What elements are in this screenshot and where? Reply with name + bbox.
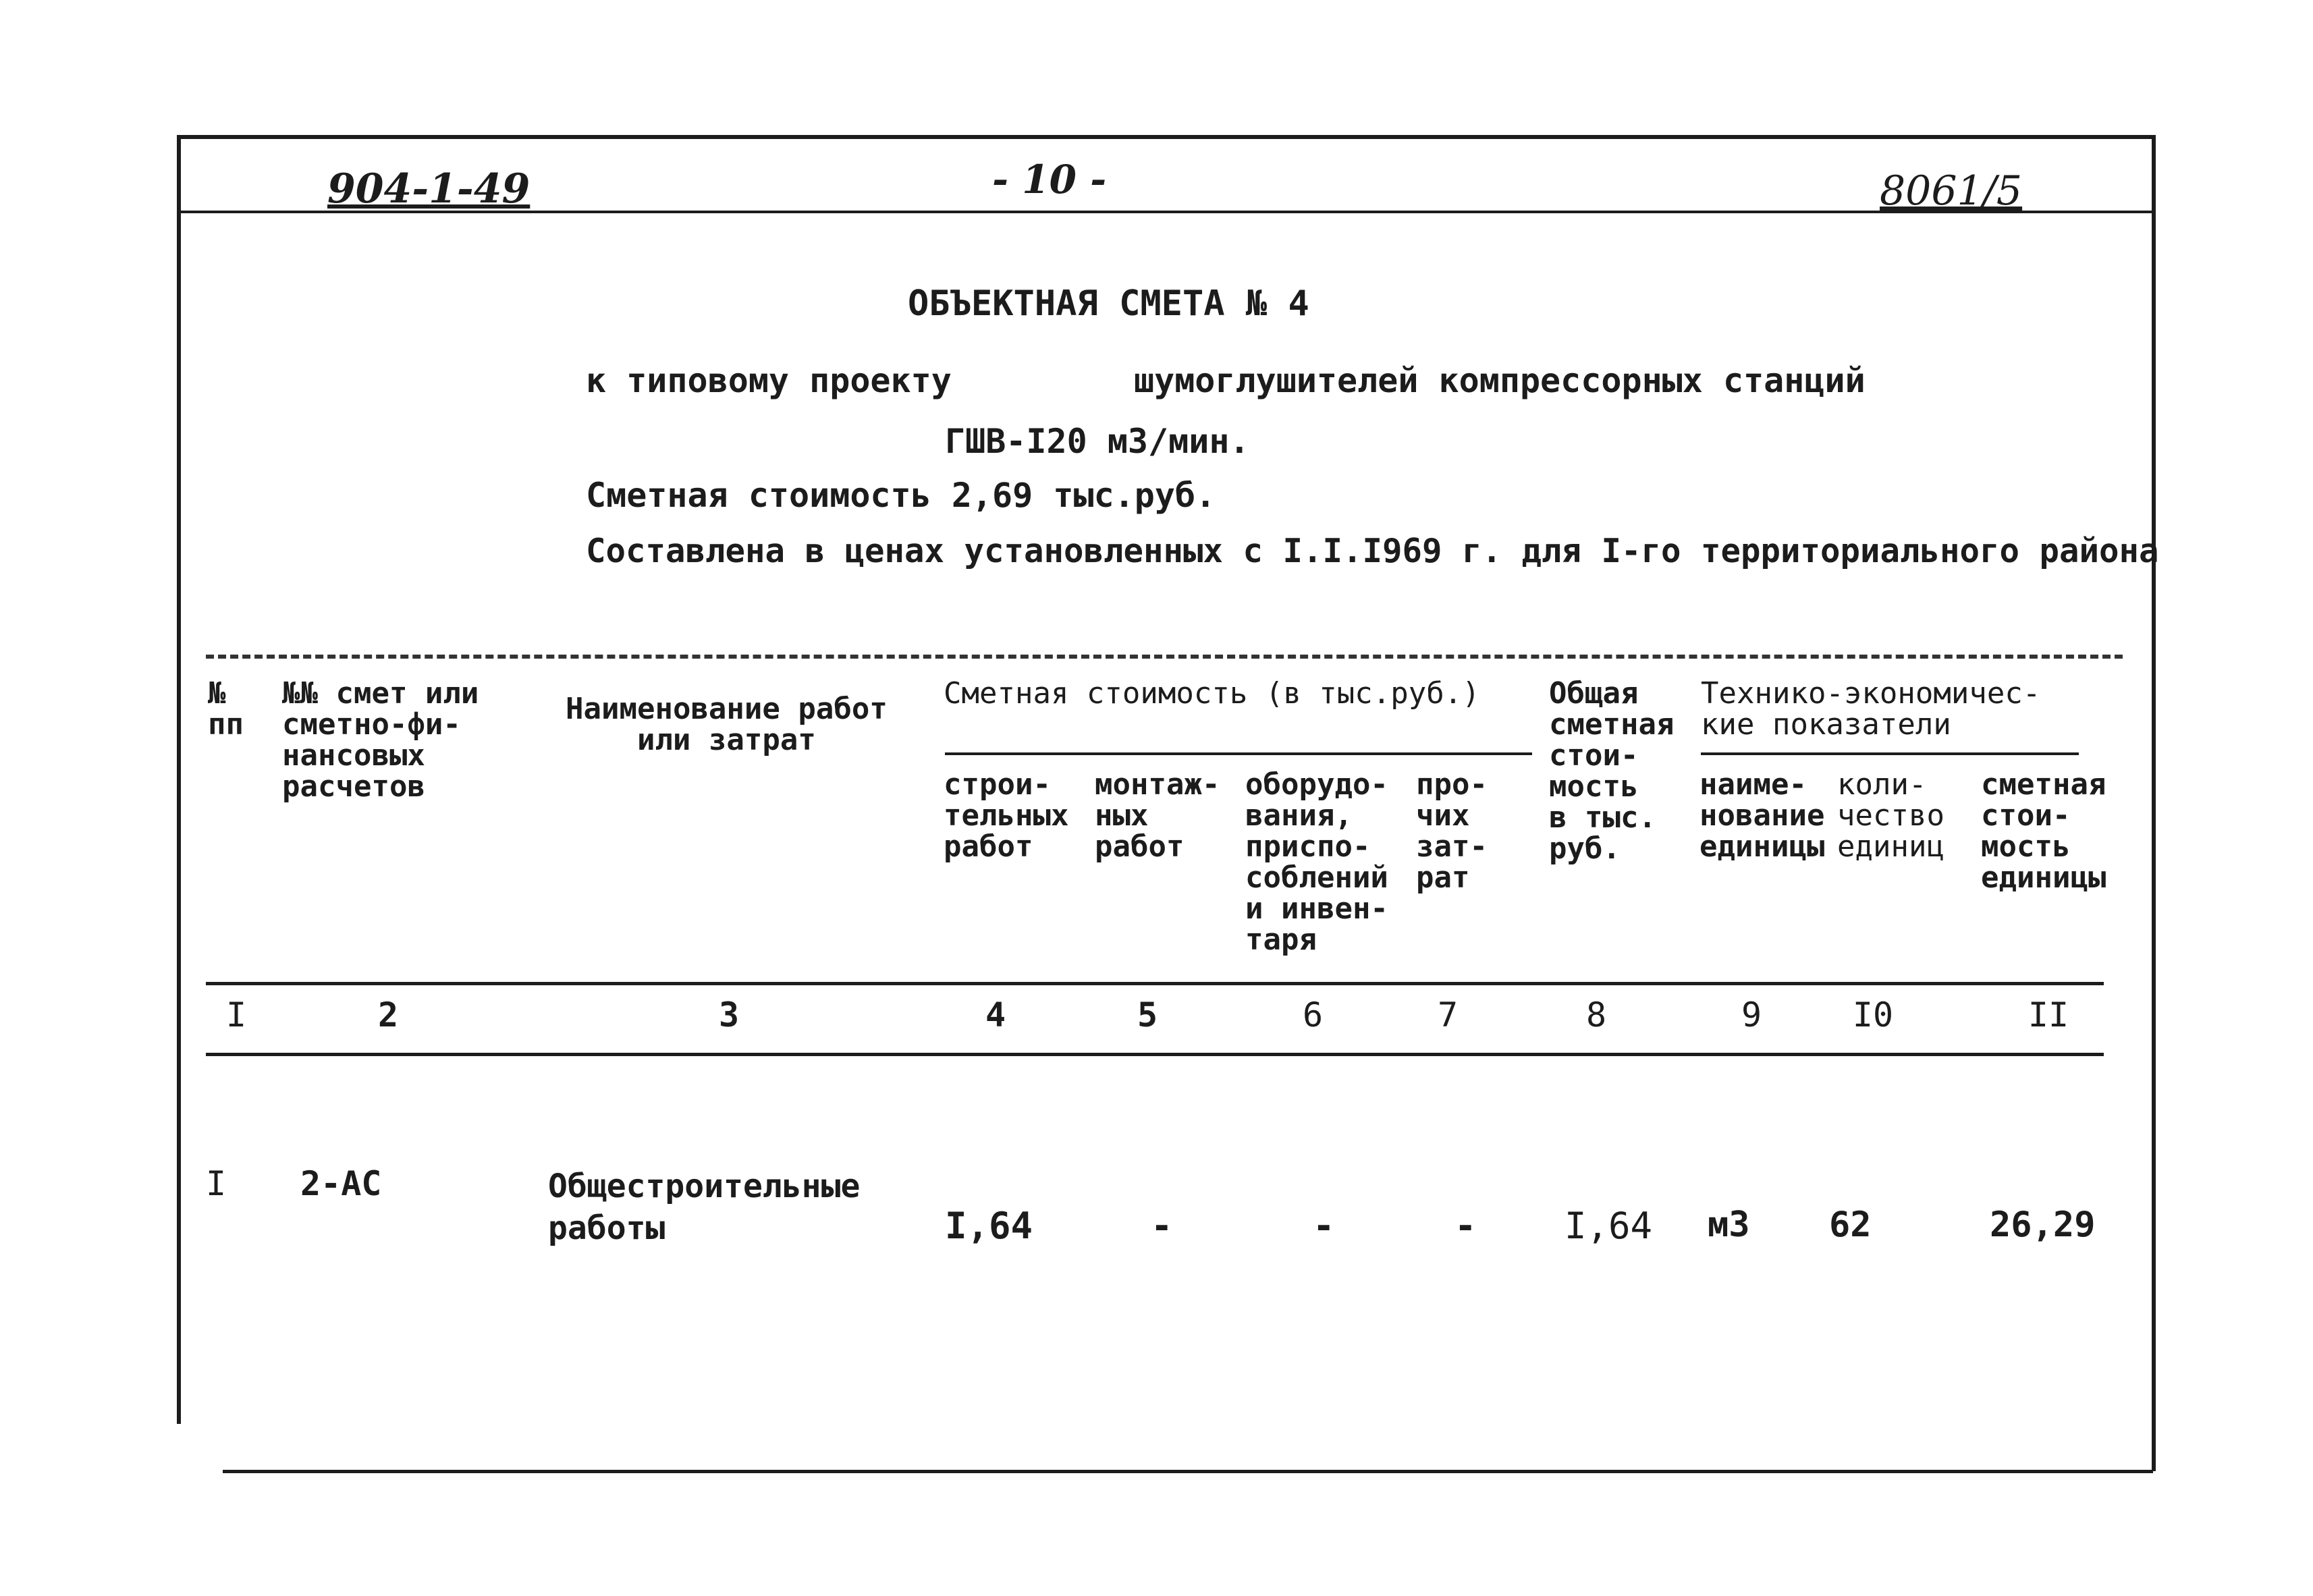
header-col2: №№ смет или сметно-фи- нансовых расчетов: [282, 676, 479, 804]
row-unit-cost: 26,29: [1990, 1205, 2096, 1245]
column-number: 7: [1437, 995, 1459, 1035]
column-number: 3: [718, 995, 740, 1035]
prices-note: Составлена в ценах установленных с I.I.I969 г. для I-го территориального района: [586, 532, 2159, 570]
column-number: 5: [1137, 995, 1158, 1035]
row-quantity: 62: [1829, 1205, 1872, 1245]
estimated-cost: Сметная стоимость 2,69 тыс.руб.: [586, 476, 1216, 515]
header-col4: строи- тельных работ: [944, 767, 1069, 864]
row-equipment-cost: -: [1313, 1205, 1335, 1247]
inventory-number-handwritten: 8061/5: [1880, 167, 2023, 215]
document-code-handwritten: 904-1-49: [327, 165, 530, 213]
header-col6: оборудо- вания, приспо- соблений и инвен- таря: [1245, 767, 1388, 957]
column-number: 2: [377, 995, 399, 1035]
row-other-cost: -: [1454, 1205, 1477, 1247]
header-col10: коли- чество единиц: [1837, 767, 1944, 864]
header-col8: Общая сметная стои- мость в тыс. руб.: [1549, 676, 1675, 866]
column-number: 9: [1741, 995, 1762, 1035]
header-group-tech-rule: [1701, 752, 2079, 755]
header-group-cost: Сметная стоимость (в тыс.руб.): [944, 676, 1480, 711]
header-col7: про- чих зат- рат: [1416, 767, 1488, 895]
column-number: 6: [1302, 995, 1324, 1035]
column-number: II: [2028, 995, 2069, 1035]
column-number: 4: [985, 995, 1006, 1035]
header-col9: наиме- нование единицы: [1699, 767, 1825, 864]
row-unit: м3: [1708, 1205, 1750, 1245]
row-total-cost: I,64: [1564, 1205, 1653, 1247]
page-number: - 10 -: [992, 157, 1107, 202]
row-number: I: [206, 1164, 227, 1203]
header-group-tech: Технико-экономичес- кие показатели: [1701, 676, 2041, 742]
row-code: 2-АС: [300, 1164, 382, 1203]
header-col1: № пп: [208, 676, 244, 742]
header-group-cost-rule: [945, 752, 1532, 755]
subtitle-to-project: к типовому проекту: [586, 361, 952, 400]
row-name-line2: работы: [548, 1209, 665, 1247]
header-col11: сметная стои- мость единицы: [1981, 767, 2106, 895]
subtitle-project-name: шумоглушителей компрессорных станций: [1134, 361, 1866, 400]
column-number: I0: [1852, 995, 1894, 1035]
document-title: ОБЪЕКТНАЯ СМЕТА № 4: [908, 283, 1309, 324]
row-name-line1: Общестроительные: [548, 1167, 861, 1205]
row-construction-cost: I,64: [945, 1205, 1033, 1247]
header-col5: монтаж- ных работ: [1095, 767, 1220, 864]
column-number: I: [225, 995, 247, 1035]
column-number: 8: [1585, 995, 1607, 1035]
header-col3: Наименование работ или затрат: [566, 692, 888, 757]
subtitle-model: ГШВ-I20 м3/мин.: [945, 422, 1250, 461]
row-installation-cost: -: [1151, 1205, 1173, 1247]
